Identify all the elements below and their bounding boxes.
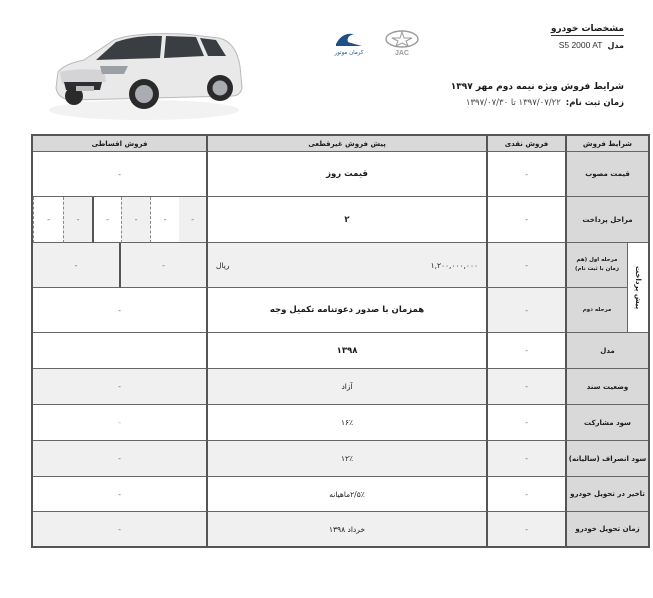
model-value: S5 2000 AT bbox=[558, 40, 603, 50]
header-installment: فروش اقساطی bbox=[33, 136, 208, 152]
spec-title: مشخصات خودرو bbox=[550, 24, 624, 34]
installment-approved-price: - bbox=[33, 152, 208, 197]
header-presale: پیش فروش غیرقطعی bbox=[208, 136, 488, 152]
label-document-status: وضعیت سند bbox=[567, 369, 648, 405]
brand-logos bbox=[328, 28, 428, 58]
presale-stage-two: همزمان با صدور دعوتنامه تکمیل وجه bbox=[208, 288, 488, 333]
sales-conditions-table bbox=[31, 134, 650, 548]
cash-cancellation-profit: - bbox=[488, 441, 567, 477]
model-line bbox=[559, 40, 624, 50]
kerman-motor-logo bbox=[334, 34, 364, 56]
car-image bbox=[44, 26, 246, 126]
presale-stage-one-unit: ریال bbox=[216, 260, 230, 270]
registration-value: ۱۳۹۷/۰۷/۲۲ تا ۱۳۹۷/۰۷/۳۰ bbox=[465, 98, 561, 108]
cash-approved-price: - bbox=[488, 152, 567, 197]
installment-cancellation-profit: - bbox=[33, 441, 208, 477]
presale-participation-profit: ۱۶٪ bbox=[208, 405, 488, 441]
label-model-year: مدل bbox=[567, 333, 648, 369]
installment-model-year bbox=[33, 333, 208, 369]
label-stage-two: مرحله دوم bbox=[567, 288, 628, 333]
cash-participation-profit: - bbox=[488, 405, 567, 441]
installment-stage-cell: - bbox=[63, 197, 92, 243]
cash-delivery-delay: - bbox=[488, 477, 567, 512]
registration-label: زمان ثبت نام: bbox=[565, 98, 624, 108]
presale-model-year: ۱۳۹۸ bbox=[208, 333, 488, 369]
label-participation-profit: سود مشارکت bbox=[567, 405, 648, 441]
jac-logo bbox=[386, 31, 418, 57]
label-delivery-delay: تاخیر در تحویل خودرو bbox=[567, 477, 648, 512]
installment-document-status: - bbox=[33, 369, 208, 405]
installment-participation-profit: - bbox=[33, 405, 208, 441]
svg-text:کرمان موتور: کرمان موتور bbox=[334, 50, 364, 56]
registration-line bbox=[466, 98, 624, 108]
installment-stage-one: - bbox=[121, 243, 208, 288]
installment-delivery-delay: - bbox=[33, 477, 208, 512]
installment-stage-cell: - bbox=[33, 197, 63, 243]
label-approved-price: قیمت مصوب bbox=[567, 152, 648, 197]
presale-delivery-delay: ۲/۵٪ماهیانه bbox=[208, 477, 488, 512]
cash-document-status: - bbox=[488, 369, 567, 405]
presale-cancellation-profit: ۱۲٪ bbox=[208, 441, 488, 477]
presale-document-status: آزاد bbox=[208, 369, 488, 405]
presale-stage-one-amount: ۱,۲۰۰,۰۰۰,۰۰۰ bbox=[430, 260, 478, 270]
conditions-title: شرایط فروش ویژه نیمه دوم مهر ۱۳۹۷ bbox=[450, 82, 624, 92]
model-label: مدل bbox=[607, 41, 624, 50]
prepayment-group-label: پیش پرداخت bbox=[628, 243, 648, 333]
header-conditions: شرایط فروش bbox=[567, 136, 648, 152]
installment-stage-one: - bbox=[33, 243, 121, 288]
svg-text:JAC: JAC bbox=[394, 50, 410, 57]
presale-approved-price: قیمت روز bbox=[208, 152, 488, 197]
presale-stage-one bbox=[208, 243, 488, 288]
cash-payment-stages: - bbox=[488, 197, 567, 243]
cash-delivery-time: - bbox=[488, 512, 567, 546]
cash-stage-one: - bbox=[488, 243, 567, 288]
presale-payment-stages: ۲ bbox=[208, 197, 488, 243]
installment-stage-cell: - bbox=[92, 197, 121, 243]
presale-delivery-time: خرداد ۱۳۹۸ bbox=[208, 512, 488, 546]
label-stage-one: مرحله اول (هم زمان با ثبت نام) bbox=[567, 243, 628, 288]
installment-delivery-time: - bbox=[33, 512, 208, 546]
cash-stage-two: - bbox=[488, 288, 567, 333]
installment-stage-two: - bbox=[33, 288, 208, 333]
label-delivery-time: زمان تحویل خودرو bbox=[567, 512, 648, 546]
cash-model-year: - bbox=[488, 333, 567, 369]
header-cash: فروش نقدی bbox=[488, 136, 567, 152]
installment-stage-cell: - bbox=[179, 197, 208, 243]
label-payment-stages: مراحل پرداخت bbox=[567, 197, 648, 243]
installment-stage-cell: - bbox=[121, 197, 150, 243]
installment-stage-cell: - bbox=[150, 197, 179, 243]
label-cancellation-profit: سود انصراف (سالیانه) bbox=[567, 441, 648, 477]
